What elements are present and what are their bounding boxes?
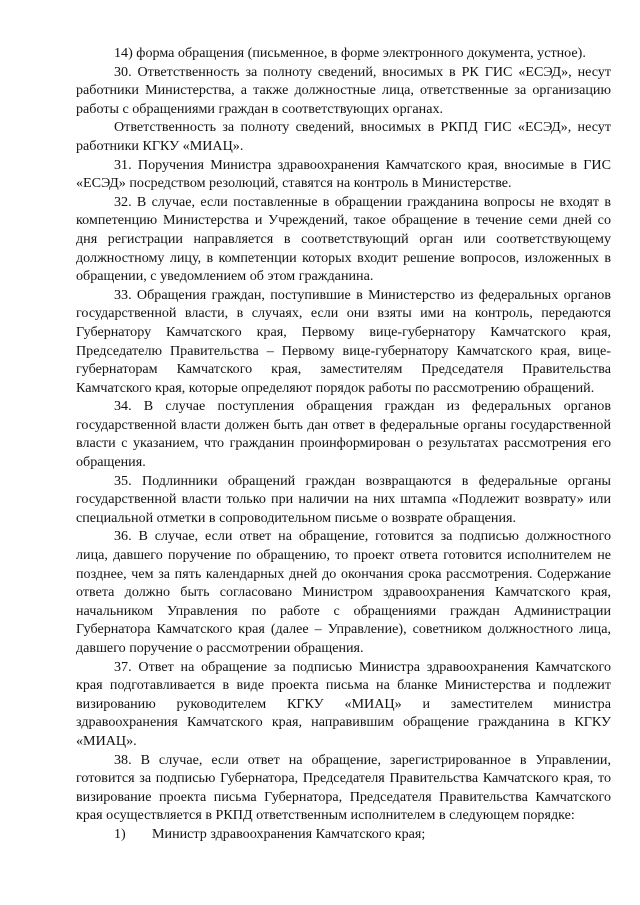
paragraph-31: 31. Поручения Министра здравоохранения Камчатского края, вносимые в ГИС «ЕСЭД» посредством резолюций, ставятся на контроль в Министерстве. [76,156,611,192]
paragraph-30: 30. Ответственность за полноту сведений, вносимых в РК ГИС «ЕСЭД», несут работники Министерства, а также должностные лица, ответственные за организацию работы с обращениями граждан в соответствующих органах. [76,63,611,117]
paragraph-32: 32. В случае, если поставленные в обращении гражданина вопросы не входят в компетенцию Министерства и Учреждений, такое обращение в течение семи дней со дня регистрации направляется в соответствующий орган или соответствующему должностному лицу, в компетенции которых входит решение вопросов, изложенных в обращении, с уведомлением об этом гражданина. [76,193,611,285]
document-page [76,44,611,844]
paragraph-38: 38. В случае, если ответ на обращение, зарегистрированное в Управлении, готовится за подписью Губернатора, Председателя Правительства Камчатского края, то визирование проекта письма Губернатора, Председателя Правительства Камчатского края осуществляется в РКПД ответственным исполнителем в следующем порядке: [76,751,611,824]
paragraph-35: 35. Подлинники обращений граждан возвращаются в федеральные органы государственной власти только при наличии на них штампа «Подлежит возврату» или специальной отметки в сопроводительном письме о возврате обращения. [76,472,611,526]
list-item-text: Министр здравоохранения Камчатского края; [152,825,426,842]
paragraph-36: 36. В случае, если ответ на обращение, готовится за подписью должностного лица, давшего поручение по обращению, то проект ответа готовится исполнителем не позднее, чем за пять календарных дней до окончания срока рассмотрения. Содержание ответа должно быть согласовано Министром здравоохранения Камчатского края, начальником Управления по работе с обращениями граждан Администрации Губернатора Камчатского края (далее – Управление), советником должностного лица, давшего поручение о рассмотрении обращения. [76,528,611,656]
list-item-number: 1) [114,825,126,842]
paragraph-33: 33. Обращения граждан, поступившие в Министерство из федеральных органов государственной власти, в случаях, если они взяты ими на контроль, передаются Губернатору Камчатского края, Первому вице-губернатору Камчатского края, Председателю Правительства – Первому вице-губернатору Камчатского края, вице-губернаторам Камчатского края, заместителям Председателя Правительства Камчатского края, которые определяют порядок работы по рассмотрению обращений. [76,286,611,396]
list-item [76,825,611,844]
paragraph-34: 34. В случае поступления обращения граждан из федеральных органов государственной власти должен быть дан ответ в федеральные органы государственной власти с указанием, что гражданин проинформирован о результатах рассмотрения его обращения. [76,398,611,471]
paragraph-37: 37. Ответ на обращение за подписью Министра здравоохранения Камчатского края подготавливается в виде проекта письма на бланке Министерства и подлежит визированию руководителем КГКУ «МИАЦ» и заместителем министра здравоохранения Камчатского края, направившим обращение гражданина в КГКУ «МИАЦ». [76,658,611,749]
paragraph-30-continued: Ответственность за полноту сведений, вносимых в РКПД ГИС «ЕСЭД», несут работники КГКУ «МИАЦ». [76,119,611,154]
paragraph-item-14: 14) форма обращения (письменное, в форме электронного документа, устное). [114,45,586,61]
